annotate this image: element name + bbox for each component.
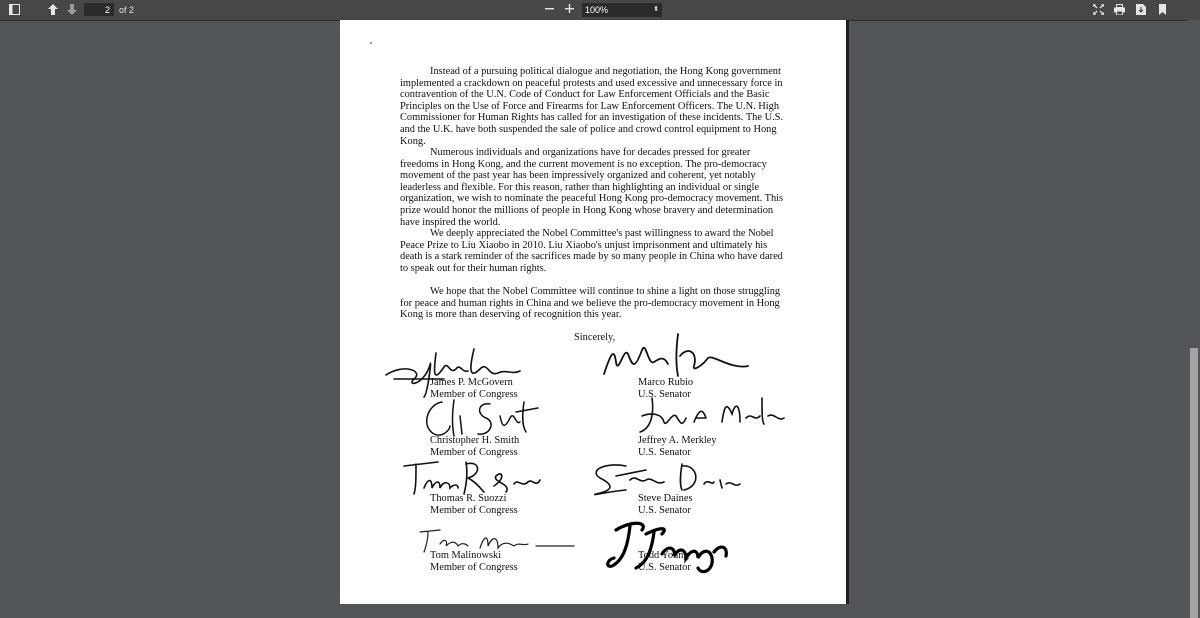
previous-page-icon[interactable]	[45, 2, 61, 18]
signer-title: Member of Congress	[430, 447, 518, 458]
bookmark-icon[interactable]	[1154, 2, 1170, 18]
letter-paragraph: We deeply appreciated the Nobel Committee's past willingness to award the Nobel Peace Prize to Liu Xiaobo in 2010. Liu Xiaobo's unjust imprisonment and ultimately his death is a stark reminder of the sacrifices made by so many people in China who have dared to speak out for their human rights.	[400, 228, 783, 274]
signer-name: Jeffrey A. Merkley	[638, 435, 717, 446]
signer-title: U.S. Senator	[638, 562, 691, 573]
signer-title: U.S. Senator	[638, 389, 691, 400]
print-icon[interactable]	[1111, 2, 1127, 18]
pdf-page	[340, 20, 849, 604]
signer-name: Todd Young	[638, 550, 689, 561]
page-number-input[interactable]	[84, 3, 114, 16]
signer-name: Tom Malinowski	[430, 550, 502, 561]
zoom-out-icon[interactable]	[541, 2, 557, 18]
signer-title: Member of Congress	[430, 562, 518, 573]
signer-title: U.S. Senator	[638, 505, 691, 516]
signer-name: Christopher H. Smith	[430, 435, 520, 446]
vertical-scrollbar[interactable]	[1188, 20, 1200, 604]
letter-paragraph: Instead of a pursuing political dialogue and negotiation, the Hong Kong government implemented a crackdown on peaceful protests and used excessive and unnecessary force in contravention of the U.N. Code of Conduct for Law Enforcement Officials and the Basic Principles on the Use of Force and Firearms for Law Enforcement Officers. The U.N. High Commissioner for Human Rights has called for an investigation of these incidents. The U.S. and the U.K. have both suspended the sale of police and crowd control equipment to Hong Kong.	[400, 66, 784, 147]
sidebar-toggle-icon[interactable]	[6, 2, 22, 18]
fit-page-icon[interactable]	[1090, 2, 1106, 18]
closing-salutation: Sincerely,	[574, 332, 616, 343]
zoom-select[interactable]	[582, 3, 662, 17]
zoom-in-icon[interactable]	[561, 2, 577, 18]
pdf-toolbar	[0, 0, 1200, 21]
signer-title: U.S. Senator	[638, 447, 691, 458]
signer-title: Member of Congress	[430, 389, 518, 400]
chevron-updown-icon: ⬍	[653, 6, 659, 13]
scan-speck	[370, 42, 372, 44]
signer-name: James P. McGovern	[430, 377, 513, 388]
signer-name: Thomas R. Suozzi	[430, 493, 507, 504]
signer-name: Steve Daines	[638, 493, 693, 504]
download-icon[interactable]	[1132, 2, 1148, 18]
signer-name: Marco Rubio	[638, 377, 694, 388]
page-total-label: of 2	[119, 5, 135, 15]
letter-paragraph: Numerous individuals and organizations have for decades pressed for greater freedoms in Hong Kong, and the current movement is no exception. The pro-democracy movement of the past year has been impressively organized and coherent, yet notably leaderless and flexible. For this reason, rather than highlighting an individual or single organization, we wish to nominate the peaceful Hong Kong pro-democracy movement. This prize would honor the millions of people in Hong Kong whose bravery and determination have inspired the world.	[400, 147, 784, 228]
next-page-icon[interactable]	[64, 2, 80, 18]
signer-title: Member of Congress	[430, 505, 518, 516]
zoom-value: 100%	[585, 5, 609, 15]
letter-paragraph: We hope that the Nobel Committee will continue to shine a light on those struggling for peace and human rights in China and we believe the pro-democracy movement in Hong Kong is more than deserving of recognition this year.	[400, 286, 781, 321]
scrollbar-thumb[interactable]	[1190, 348, 1198, 618]
